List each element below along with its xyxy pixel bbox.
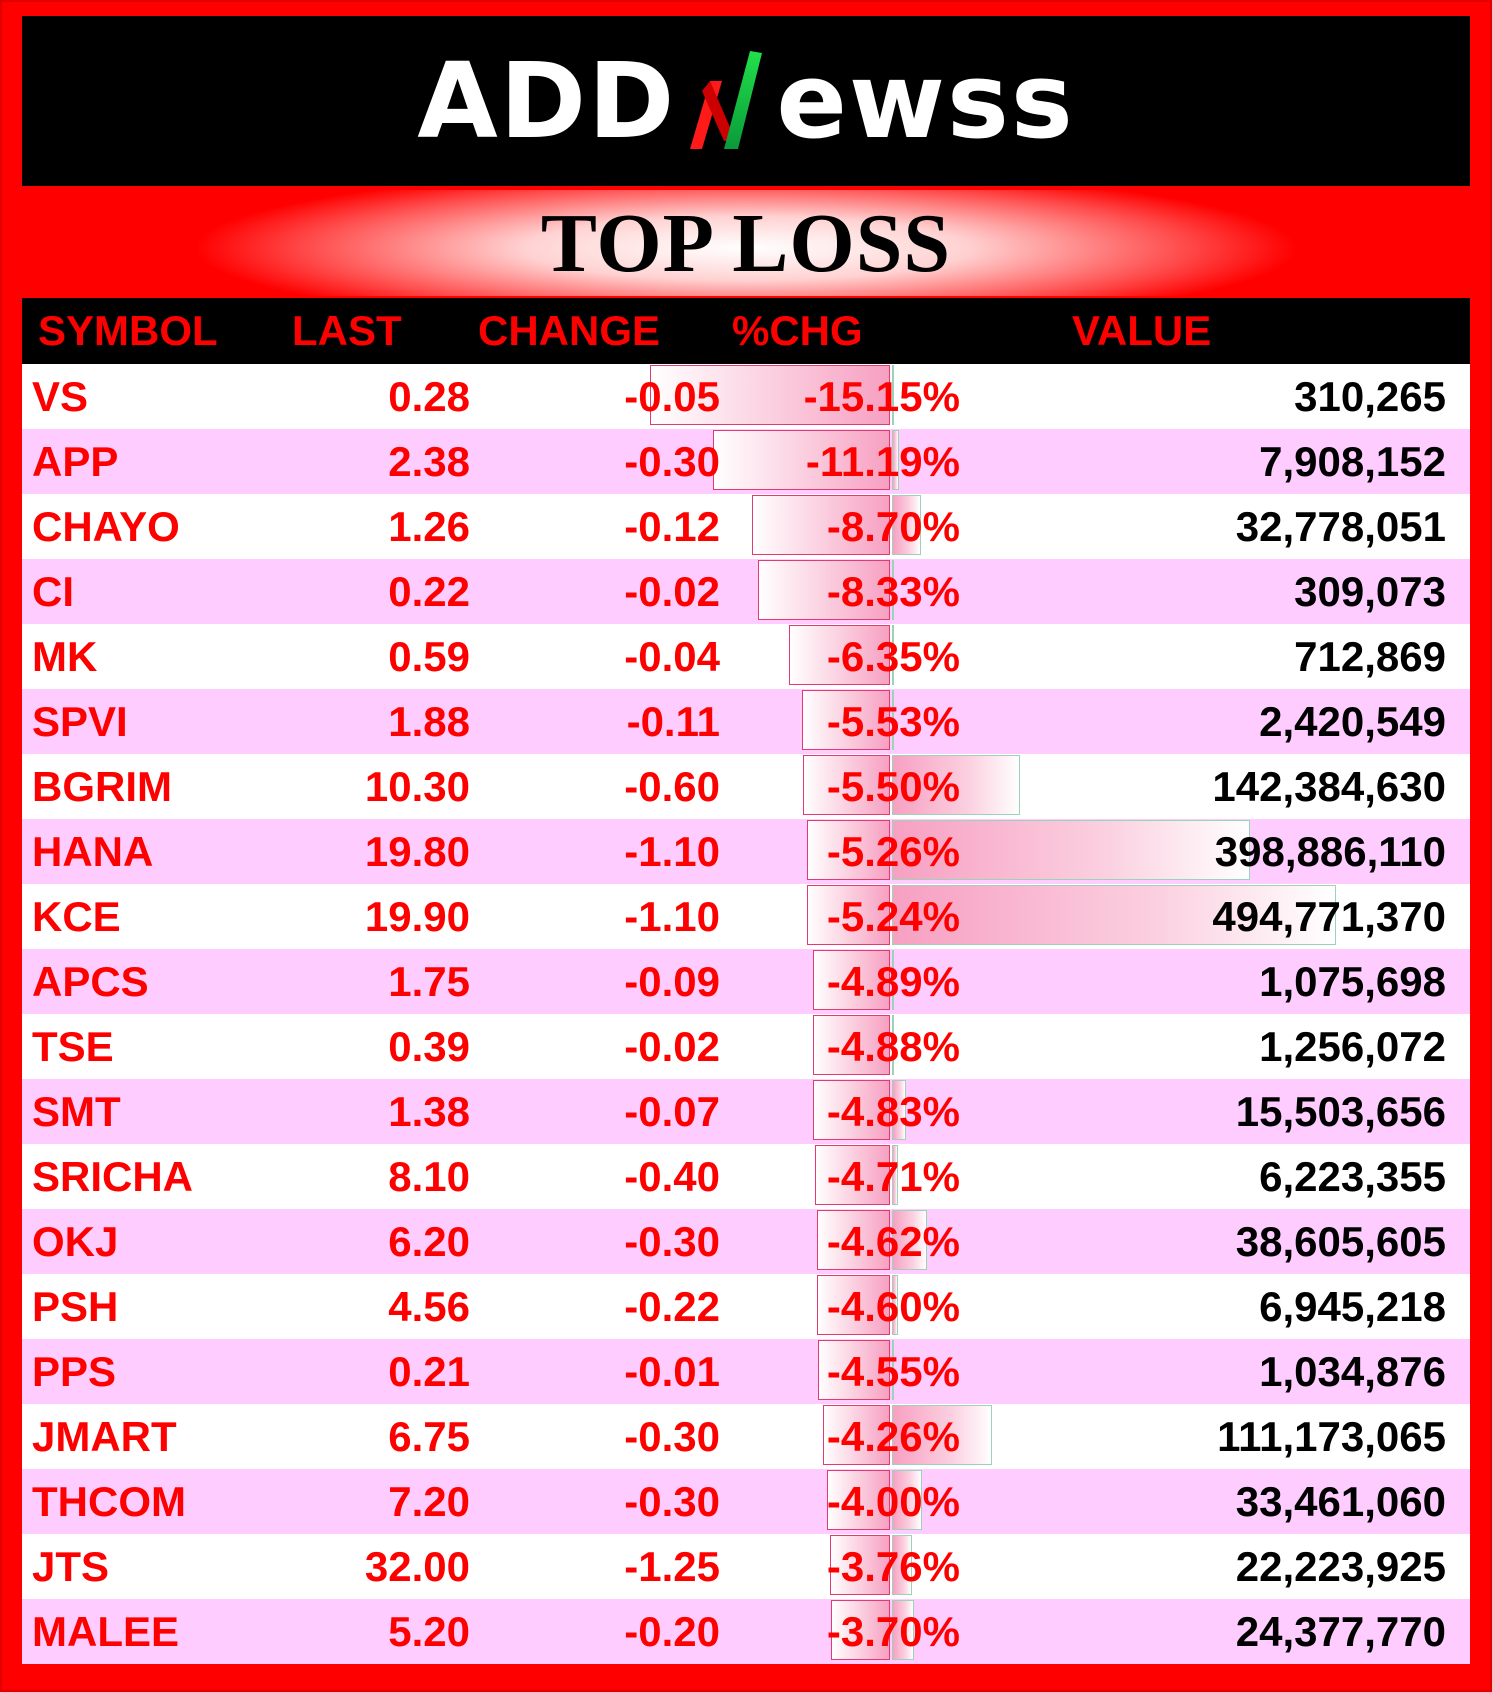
page-title: TOP LOSS xyxy=(540,196,952,290)
row-pct: -4.26% xyxy=(826,1413,960,1460)
row-value: 310,265 xyxy=(1294,373,1446,420)
row-last: 19.90 xyxy=(364,893,470,940)
row-last: 7.20 xyxy=(388,1478,470,1525)
row-symbol: TSE xyxy=(32,1023,114,1070)
row-symbol: SMT xyxy=(32,1088,121,1135)
row-last: 6.20 xyxy=(388,1218,470,1265)
table-row xyxy=(22,1079,1470,1144)
table-row xyxy=(22,1404,1470,1469)
col-change: CHANGE xyxy=(478,307,661,354)
row-symbol: SRICHA xyxy=(32,1153,194,1200)
row-last: 19.80 xyxy=(364,828,470,875)
row-pct: -5.50% xyxy=(826,763,960,810)
table-row xyxy=(22,689,1470,754)
row-symbol: APCS xyxy=(32,958,149,1005)
table-body xyxy=(22,364,1470,1664)
brand-header xyxy=(22,16,1470,186)
row-change: -0.02 xyxy=(624,1023,720,1070)
row-change: -0.07 xyxy=(624,1088,720,1135)
row-value: 398,886,110 xyxy=(1214,828,1446,875)
row-last: 0.39 xyxy=(388,1023,470,1070)
row-pct: -3.70% xyxy=(826,1608,960,1655)
row-value: 32,778,051 xyxy=(1235,503,1446,550)
row-last: 8.10 xyxy=(388,1153,470,1200)
table-row xyxy=(22,1599,1470,1664)
table-row xyxy=(22,429,1470,494)
row-change: -1.25 xyxy=(624,1543,720,1590)
col-last: LAST xyxy=(292,307,402,354)
table-row xyxy=(22,624,1470,689)
row-pct: -8.70% xyxy=(826,503,960,550)
row-symbol: PPS xyxy=(32,1348,117,1395)
row-change: -0.01 xyxy=(624,1348,720,1395)
row-change: -0.30 xyxy=(624,438,720,485)
row-change: -0.04 xyxy=(624,633,720,680)
table-row xyxy=(22,819,1470,884)
row-symbol: CI xyxy=(32,568,74,615)
row-last: 0.59 xyxy=(388,633,470,680)
row-symbol: VS xyxy=(32,373,89,420)
row-last: 32.00 xyxy=(364,1543,470,1590)
row-last: 1.88 xyxy=(388,698,470,745)
row-change: -0.40 xyxy=(624,1153,720,1200)
row-last: 4.56 xyxy=(388,1283,470,1330)
row-symbol: BGRIM xyxy=(32,763,172,810)
row-value: 7,908,152 xyxy=(1259,438,1446,485)
col-pct: %CHG xyxy=(732,307,863,354)
table-row xyxy=(22,949,1470,1014)
row-value: 309,073 xyxy=(1294,568,1446,615)
row-pct: -4.89% xyxy=(826,958,960,1005)
title-banner xyxy=(22,190,1470,296)
row-value: 33,461,060 xyxy=(1235,1478,1446,1525)
row-change: -0.60 xyxy=(624,763,720,810)
row-change: -0.30 xyxy=(624,1413,720,1460)
row-symbol: CHAYO xyxy=(32,503,180,550)
row-pct: -6.35% xyxy=(826,633,960,680)
row-pct: -4.60% xyxy=(826,1283,960,1330)
row-pct: -5.24% xyxy=(826,893,960,940)
row-pct: -4.83% xyxy=(826,1088,960,1135)
row-change: -1.10 xyxy=(624,893,720,940)
row-pct: -4.62% xyxy=(826,1218,960,1265)
row-value: 38,605,605 xyxy=(1235,1218,1446,1265)
row-change: -0.09 xyxy=(624,958,720,1005)
row-last: 0.22 xyxy=(388,568,470,615)
row-value: 142,384,630 xyxy=(1212,763,1446,810)
table-row xyxy=(22,1144,1470,1209)
row-last: 0.28 xyxy=(388,373,470,420)
row-pct: -4.88% xyxy=(826,1023,960,1070)
row-last: 10.30 xyxy=(364,763,470,810)
row-change: -0.30 xyxy=(624,1218,720,1265)
row-symbol: THCOM xyxy=(32,1478,186,1525)
row-change: -0.02 xyxy=(624,568,720,615)
row-symbol: KCE xyxy=(32,893,121,940)
row-last: 1.26 xyxy=(388,503,470,550)
row-last: 6.75 xyxy=(388,1413,470,1460)
row-value: 1,256,072 xyxy=(1259,1023,1446,1070)
row-value: 24,377,770 xyxy=(1235,1608,1446,1655)
table-row xyxy=(22,364,1470,429)
logo-n-icon xyxy=(680,31,772,171)
row-change: -0.12 xyxy=(624,503,720,550)
row-value: 6,223,355 xyxy=(1259,1153,1446,1200)
row-last: 1.38 xyxy=(388,1088,470,1135)
table-header xyxy=(22,298,1470,364)
row-pct: -8.33% xyxy=(826,568,960,615)
row-value: 1,034,876 xyxy=(1259,1348,1446,1395)
table-row xyxy=(22,559,1470,624)
logo-text-ewss: ewss xyxy=(776,40,1075,162)
row-value: 22,223,925 xyxy=(1235,1543,1446,1590)
row-last: 5.20 xyxy=(388,1608,470,1655)
row-last: 1.75 xyxy=(388,958,470,1005)
row-value: 494,771,370 xyxy=(1212,893,1446,940)
row-value: 111,173,065 xyxy=(1217,1413,1446,1460)
brand-logo xyxy=(417,31,1075,171)
row-last: 2.38 xyxy=(388,438,470,485)
row-last: 0.21 xyxy=(388,1348,470,1395)
row-pct: -5.53% xyxy=(826,698,960,745)
loss-table xyxy=(22,298,1470,1664)
row-value: 1,075,698 xyxy=(1259,958,1446,1005)
row-pct: -3.76% xyxy=(826,1543,960,1590)
table-row xyxy=(22,1014,1470,1079)
row-symbol: MALEE xyxy=(32,1608,179,1655)
row-pct: -4.71% xyxy=(826,1153,960,1200)
table-row xyxy=(22,494,1470,559)
row-symbol: MK xyxy=(32,633,98,680)
table-row xyxy=(22,1209,1470,1274)
row-symbol: SPVI xyxy=(32,698,128,745)
table-row xyxy=(22,754,1470,819)
row-change: -1.10 xyxy=(624,828,720,875)
row-symbol: OKJ xyxy=(32,1218,119,1265)
row-pct: -5.26% xyxy=(826,828,960,875)
row-symbol: PSH xyxy=(32,1283,119,1330)
table-row xyxy=(22,1534,1470,1599)
row-pct: -4.00% xyxy=(826,1478,960,1525)
row-change: -0.30 xyxy=(624,1478,720,1525)
row-change: -0.22 xyxy=(624,1283,720,1330)
table-row xyxy=(22,1469,1470,1534)
logo-text-add: ADD xyxy=(417,40,677,162)
row-symbol: JTS xyxy=(32,1543,110,1590)
table-row xyxy=(22,1274,1470,1339)
row-symbol: APP xyxy=(32,438,119,485)
row-change: -0.20 xyxy=(624,1608,720,1655)
col-value: VALUE xyxy=(1072,307,1212,354)
table-row xyxy=(22,884,1470,949)
table-row xyxy=(22,1339,1470,1404)
row-symbol: JMART xyxy=(32,1413,177,1460)
row-pct: -4.55% xyxy=(826,1348,960,1395)
row-value: 2,420,549 xyxy=(1259,698,1446,745)
row-value: 15,503,656 xyxy=(1235,1088,1446,1135)
row-change: -0.05 xyxy=(624,373,720,420)
row-pct: -11.19% xyxy=(805,438,960,485)
row-pct: -15.15% xyxy=(803,373,960,420)
col-symbol: SYMBOL xyxy=(38,307,218,354)
row-value: 712,869 xyxy=(1294,633,1446,680)
row-value: 6,945,218 xyxy=(1259,1283,1446,1330)
row-symbol: HANA xyxy=(32,828,154,875)
row-change: -0.11 xyxy=(626,698,720,745)
